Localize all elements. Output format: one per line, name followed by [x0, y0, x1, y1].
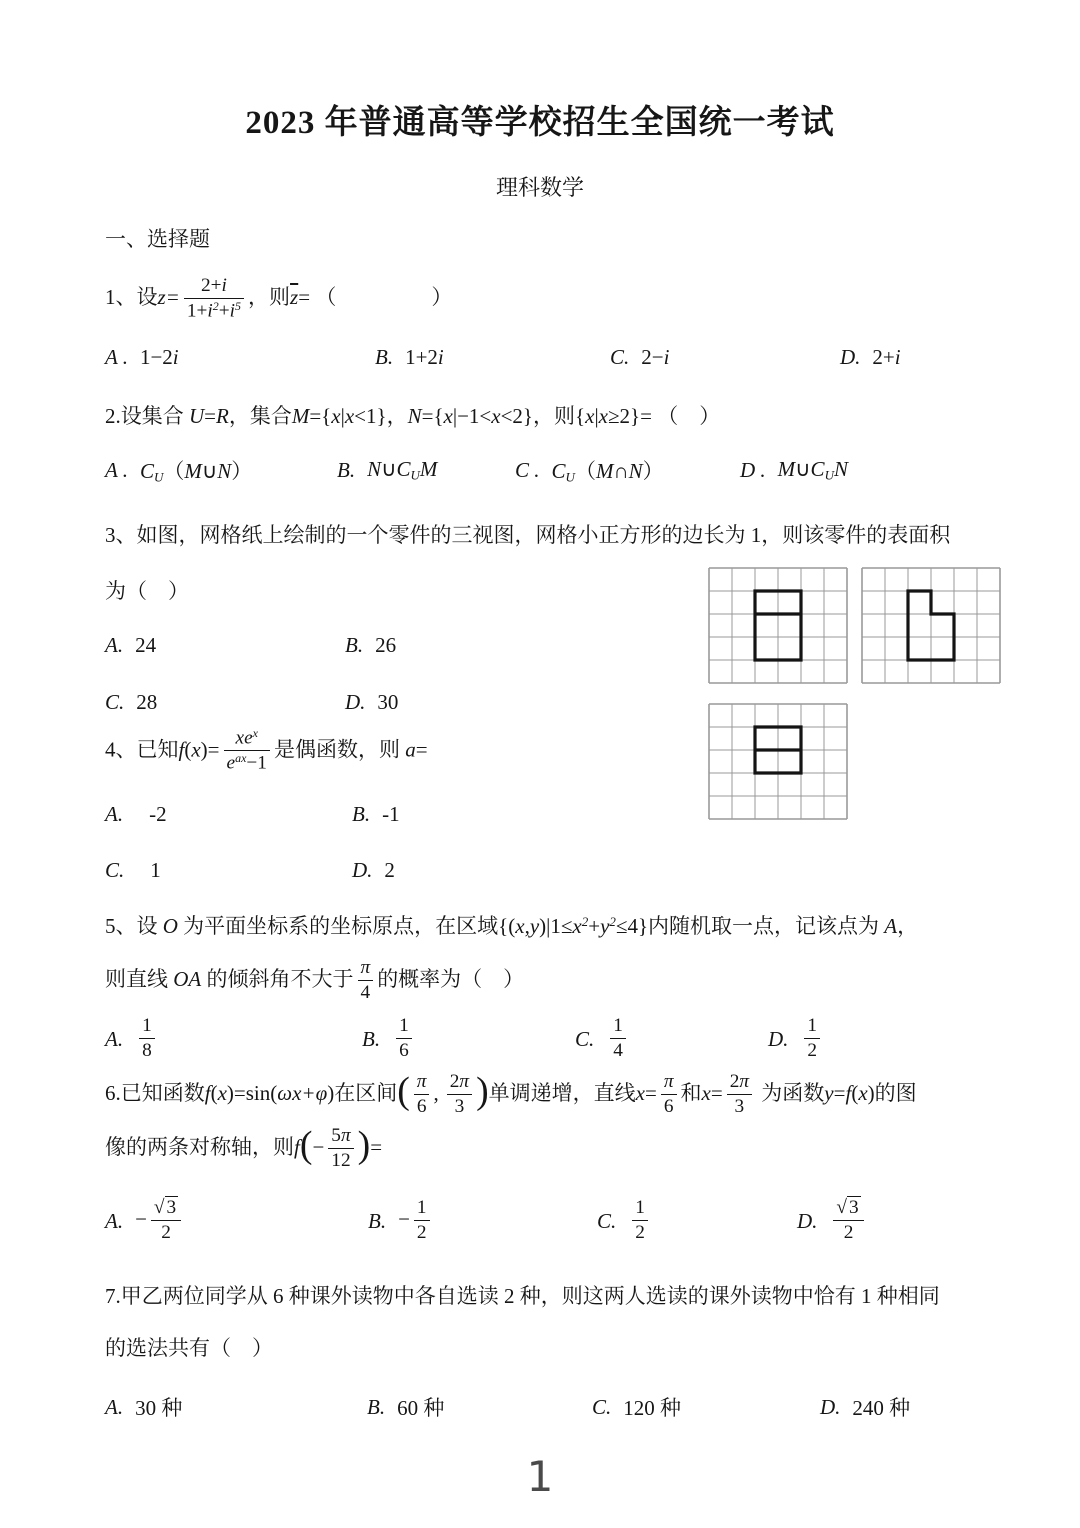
option-label: D. [352, 858, 373, 882]
q2-stem: 2.设集合 U=R，集合M={x|x<1}，N={x|−1<x<2}，则{x|x≥2}= （ ） [105, 404, 721, 428]
option-value: 240 种 [852, 1396, 911, 1420]
option-value: 30 [377, 690, 399, 714]
option-label: B. [367, 1394, 386, 1419]
option-value: $\frac{1}{2}$ [628, 1198, 652, 1244]
option-label: D. [820, 1394, 841, 1419]
q5-options-option-a [105, 1016, 362, 1062]
option-label: D. [768, 1026, 789, 1051]
option-label: C. [575, 1026, 595, 1051]
q1-stem: 1、设z= $\frac{2+i}{1+i^2+i^5}$ ，则$\overline{z}=$ （ ） [105, 275, 453, 322]
q2-options-option-d [740, 455, 977, 485]
q6-options [105, 1198, 977, 1244]
q3-options-cd-option-c [105, 690, 345, 715]
option-value: N∪CUM [367, 457, 438, 483]
q3-options-cd [105, 690, 691, 715]
q7-stem-line2: 的选法共有（ ） [105, 1336, 273, 1360]
option-value: $\frac{1}{2}$ [800, 1016, 824, 1062]
option-value: − $\frac{1}{2}$ [398, 1198, 434, 1244]
option-value: CU（M∩N） [551, 459, 664, 485]
option-value: CU（M∪N） [139, 459, 253, 485]
option-label: A. [105, 1026, 124, 1051]
q5-stem-line1: 5、设 O 为平面坐标系的坐标原点，在区域$\{(x,y)|1\le x^2+y^2\le 4\}$内随机取一点，记该点为 A， [105, 913, 919, 938]
q7-stem-line1: 7.甲乙两位同学从 6 种课外读物中各自选读 2 种，则这两人选读的课外读物中恰有 1 种相同 [105, 1284, 940, 1308]
option-value: 2 [384, 858, 395, 882]
option-label: B. [362, 1026, 381, 1051]
option-value: 2+i [872, 345, 901, 369]
q3-options-ab [105, 633, 691, 658]
option-value: 1−2i [139, 345, 179, 369]
q4-options-ab [105, 802, 691, 827]
option-label: A. [105, 802, 124, 826]
option-value: 26 [375, 633, 397, 657]
q1-options-option-a [105, 345, 375, 370]
q3-options-ab-option-b [345, 633, 691, 658]
q1-options-option-b [375, 345, 610, 370]
page-title: 2023 年普通高等学校招生全国统一考试 [245, 105, 835, 141]
q7-options-option-a [105, 1392, 367, 1422]
option-value: 120 种 [623, 1396, 682, 1420]
option-label: A . [105, 345, 128, 369]
q6-stem-line2: 像的两条对称轴，则f(− $\frac{5\pi}{12}$ )= [105, 1124, 383, 1171]
figure-top-view [707, 702, 849, 821]
q4-options-ab-option-b [352, 802, 691, 827]
option-value: M∪CUN [777, 457, 848, 483]
option-label: A. [105, 1208, 124, 1233]
q4-options-ab-option-a [105, 802, 352, 827]
option-value: 1+2i [405, 345, 444, 369]
q6-options-option-a [105, 1198, 368, 1244]
option-value: $\frac{√ 3}{2}$ [829, 1198, 867, 1244]
option-label: C. [610, 345, 630, 369]
q3-options-ab-option-a [105, 633, 345, 658]
option-value: -2 [149, 802, 167, 826]
option-label: B. [375, 345, 394, 369]
q5-options-option-c [575, 1016, 768, 1062]
option-value: $\frac{1}{4}$ [606, 1016, 630, 1062]
q7-options-option-d [820, 1392, 977, 1422]
option-value: 30 种 [135, 1396, 183, 1420]
q2-options-option-c [515, 455, 740, 485]
q5-options [105, 1016, 977, 1062]
section-heading: 一、选择题 [105, 227, 210, 251]
option-label: B. [337, 457, 356, 482]
option-label: C. [597, 1208, 617, 1233]
q5-options-option-d [768, 1016, 977, 1062]
option-label: A. [105, 633, 124, 657]
q3-stem-line1: 3、如图，网格纸上绘制的一个零件的三视图，网格小正方形的边长为 1，则该零件的表面积 [105, 523, 951, 547]
q4-stem: 4、已知f(x)= $\frac{xe^x}{e^{ax}-1}$ 是偶函数，则 a= [105, 726, 428, 774]
q5-stem-line2: 则直线 OA 的倾斜角不大于 $\frac{\pi}{4}$ 的概率为（ ） [105, 957, 525, 1003]
q6-options-option-c [597, 1198, 797, 1244]
option-label: D. [797, 1208, 818, 1233]
q1-options-option-d [840, 345, 977, 370]
option-value: $\frac{1}{8}$ [135, 1016, 159, 1062]
option-label: D. [345, 690, 366, 714]
q6-options-option-b [368, 1198, 597, 1244]
option-label: B. [368, 1208, 387, 1233]
option-label: C. [592, 1394, 612, 1419]
option-value: -1 [382, 802, 400, 826]
option-label: C. [105, 858, 125, 882]
option-label: A. [105, 1394, 124, 1419]
option-label: D . [740, 457, 766, 482]
q7-options-option-c [592, 1392, 820, 1422]
q4-options-cd [105, 858, 691, 883]
q7-options-option-b [367, 1392, 592, 1422]
option-label: C . [515, 457, 540, 482]
option-label: B. [345, 633, 364, 657]
q5-options-option-b [362, 1016, 575, 1062]
q4-options-cd-option-c [105, 858, 352, 883]
q6-options-option-d [797, 1198, 977, 1244]
q2-options-option-a [105, 455, 337, 485]
option-label: D. [840, 345, 861, 369]
page-subtitle: 理科数学 [495, 175, 584, 200]
q4-options-cd-option-d [352, 858, 691, 883]
q3-options-cd-option-d [345, 690, 691, 715]
option-label: A . [105, 457, 128, 482]
q2-options-option-b [337, 455, 515, 485]
q1-options [105, 345, 977, 370]
figure-front-view [707, 566, 849, 685]
q6-stem-line1: 6.已知函数f(x)=sin(ωx+φ)在区间( $\frac{\pi}{6}$ , $\frac{2\pi}{3}$ )单调递增，直线x= $\frac{\pi}{6}$ 和x= $\frac{2\pi}{3}$ 为函数y=f(x)的图 [105, 1070, 917, 1117]
option-value: 60 种 [397, 1396, 445, 1420]
figure-side-view [860, 566, 1002, 685]
option-value: 2−i [641, 345, 670, 369]
q2-options [105, 455, 977, 485]
option-value: 1 [150, 858, 161, 882]
q3-stem-line2: 为（ ） [105, 579, 189, 603]
option-value: 24 [135, 633, 157, 657]
q1-options-option-c [610, 345, 840, 370]
option-value: $\frac{1}{6}$ [392, 1016, 416, 1062]
option-label: C. [105, 690, 125, 714]
q7-options [105, 1392, 977, 1422]
page-number: 1 [526, 1452, 554, 1501]
option-value: 28 [136, 690, 158, 714]
option-value: − $\frac{√ 3}{2}$ [135, 1198, 185, 1244]
option-label: B. [352, 802, 371, 826]
